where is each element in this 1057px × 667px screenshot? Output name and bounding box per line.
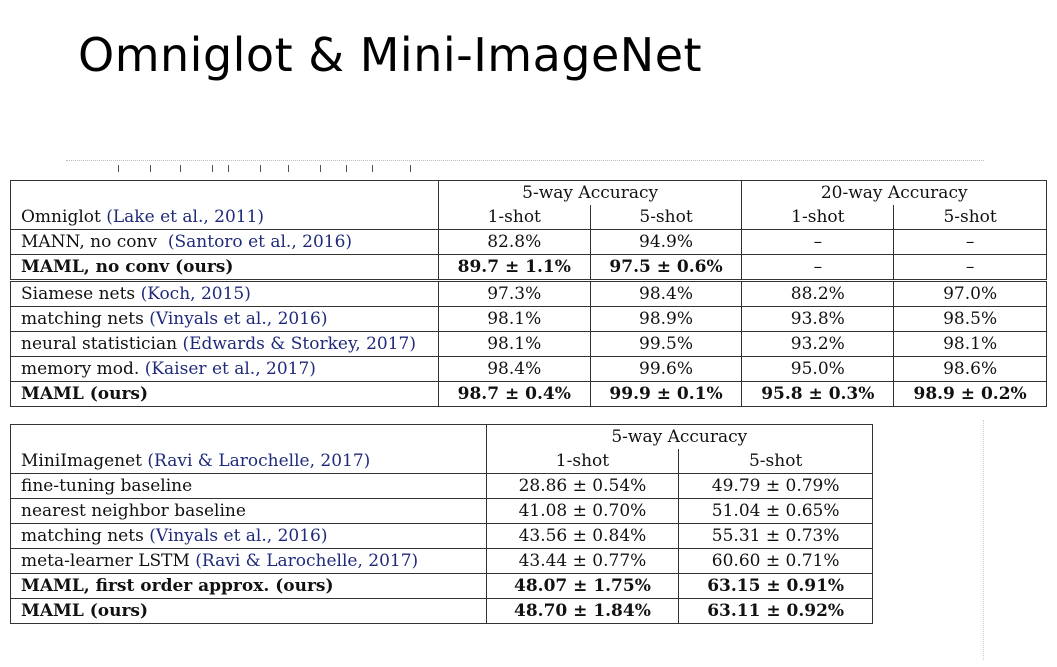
col-header-1shot: 1-shot: [742, 205, 894, 230]
dataset-citation: (Ravi & Larochelle, 2017): [147, 451, 371, 471]
method-name: nearest neighbor baseline: [11, 499, 487, 524]
cell-value: 88.2%: [742, 281, 894, 307]
cell-value: 98.1%: [438, 332, 590, 357]
dataset-name: Omniglot: [21, 207, 101, 227]
method-name: memory mod. (Kaiser et al., 2017): [11, 357, 439, 382]
table-row: [11, 574, 873, 599]
dataset-header: [11, 449, 487, 474]
cell-value: 98.4%: [590, 281, 742, 307]
method-name: neural statistician (Edwards & Storkey, 2017): [11, 332, 439, 357]
cell-value: 98.7 ± 0.4%: [438, 382, 590, 407]
method-name: MAML (ours): [11, 599, 487, 624]
cell-value: 43.44 ± 0.77%: [486, 549, 679, 574]
method-name: meta-learner LSTM (Ravi & Larochelle, 2017): [11, 549, 487, 574]
cell-value: 48.07 ± 1.75%: [486, 574, 679, 599]
cell-value: 99.5%: [590, 332, 742, 357]
cell-value: 98.5%: [894, 307, 1047, 332]
cell-value: 98.1%: [438, 307, 590, 332]
col-header-1shot: 1-shot: [486, 449, 679, 474]
cell-value: 60.60 ± 0.71%: [679, 549, 873, 574]
cell-value: 98.9%: [590, 307, 742, 332]
col-header-1shot: 1-shot: [438, 205, 590, 230]
cell-value: 41.08 ± 0.70%: [486, 499, 679, 524]
table-row: [11, 357, 1047, 382]
cell-value: 93.2%: [742, 332, 894, 357]
cell-value: 43.56 ± 0.84%: [486, 524, 679, 549]
table-row: [11, 230, 1047, 255]
col-header-5shot: 5-shot: [590, 205, 742, 230]
cell-value: 99.6%: [590, 357, 742, 382]
table-row: [11, 499, 873, 524]
method-name: MANN, no conv (Santoro et al., 2016): [11, 230, 439, 255]
table-row: [11, 474, 873, 499]
method-name: MAML, first order approx. (ours): [11, 574, 487, 599]
method-name: matching nets (Vinyals et al., 2016): [11, 307, 439, 332]
table-row: [11, 599, 873, 624]
table-row: [11, 255, 1047, 281]
table-row: [11, 281, 1047, 307]
table-row: [11, 549, 873, 574]
cell-value: 98.6%: [894, 357, 1047, 382]
method-name: MAML, no conv (ours): [11, 255, 439, 281]
cell-value: 63.11 ± 0.92%: [679, 599, 873, 624]
cell-value: 55.31 ± 0.73%: [679, 524, 873, 549]
group-header-5way: 5-way Accuracy: [486, 425, 872, 450]
cell-value: 63.15 ± 0.91%: [679, 574, 873, 599]
slide-title: Omniglot & Mini-ImageNet: [78, 28, 703, 82]
cell-value: –: [894, 255, 1047, 281]
omniglot-results-table: [10, 180, 1047, 407]
cell-value: 97.3%: [438, 281, 590, 307]
col-header-5shot: 5-shot: [894, 205, 1047, 230]
group-header-20way: 20-way Accuracy: [742, 181, 1047, 206]
cell-value: 51.04 ± 0.65%: [679, 499, 873, 524]
cell-value: –: [742, 230, 894, 255]
cell-value: 82.8%: [438, 230, 590, 255]
cell-value: 94.9%: [590, 230, 742, 255]
miniimagenet-results-table: [10, 424, 873, 624]
cell-value: 48.70 ± 1.84%: [486, 599, 679, 624]
cell-value: 99.9 ± 0.1%: [590, 382, 742, 407]
table-row: [11, 332, 1047, 357]
placeholder-guide: [66, 160, 984, 161]
cropped-text-remnant: [110, 165, 420, 173]
group-header-5way: 5-way Accuracy: [438, 181, 742, 206]
dataset-name: MiniImagenet: [21, 451, 142, 471]
table-row: [11, 382, 1047, 407]
table-row: [11, 307, 1047, 332]
cell-value: 98.4%: [438, 357, 590, 382]
header-spacer: [11, 425, 487, 450]
placeholder-guide-vertical: [983, 420, 984, 660]
cell-value: –: [894, 230, 1047, 255]
cell-value: 98.1%: [894, 332, 1047, 357]
method-name: Siamese nets (Koch, 2015): [11, 281, 439, 307]
col-header-5shot: 5-shot: [679, 449, 873, 474]
method-name: MAML (ours): [11, 382, 439, 407]
cell-value: 97.5 ± 0.6%: [590, 255, 742, 281]
cell-value: 95.8 ± 0.3%: [742, 382, 894, 407]
cell-value: 95.0%: [742, 357, 894, 382]
dataset-citation: (Lake et al., 2011): [106, 207, 265, 227]
cell-value: 89.7 ± 1.1%: [438, 255, 590, 281]
method-name: fine-tuning baseline: [11, 474, 487, 499]
cell-value: 49.79 ± 0.79%: [679, 474, 873, 499]
cell-value: 97.0%: [894, 281, 1047, 307]
dataset-header: [11, 205, 439, 230]
cell-value: 98.9 ± 0.2%: [894, 382, 1047, 407]
table-row: [11, 524, 873, 549]
cell-value: 28.86 ± 0.54%: [486, 474, 679, 499]
cell-value: –: [742, 255, 894, 281]
method-name: matching nets (Vinyals et al., 2016): [11, 524, 487, 549]
cell-value: 93.8%: [742, 307, 894, 332]
header-spacer: [11, 181, 439, 206]
